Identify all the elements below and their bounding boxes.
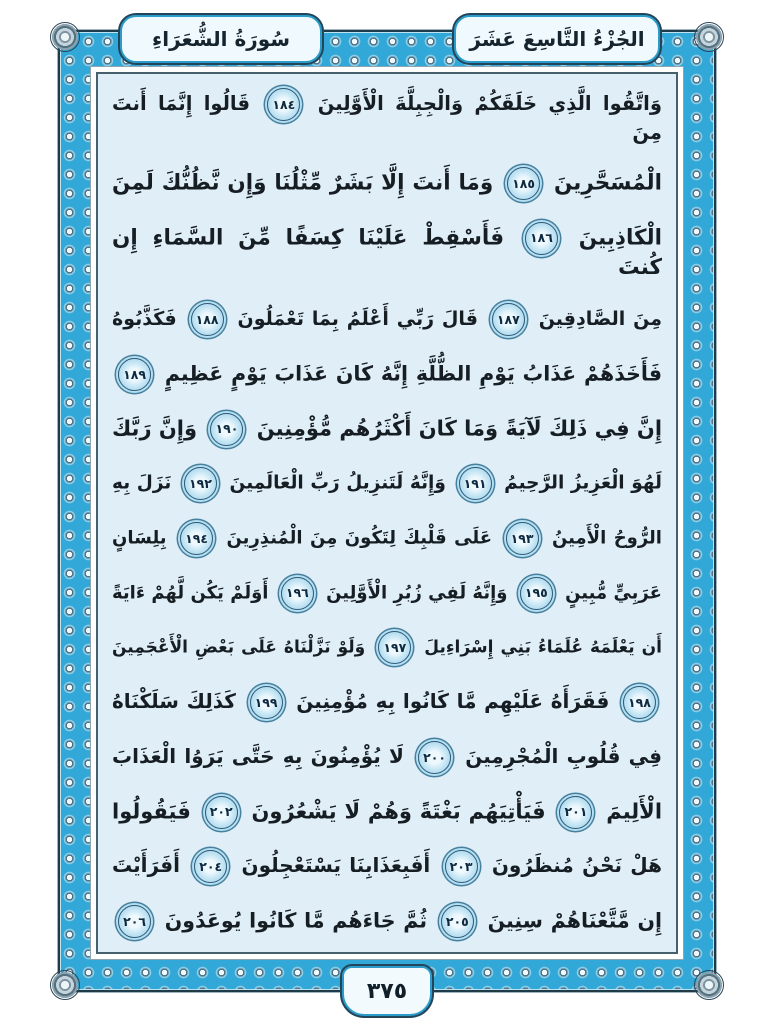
quran-text-segment: فَقَرَأَهُ عَلَيْهِم مَّا كَانُوا بِهِ مُؤْمِنِينَ bbox=[296, 689, 610, 714]
quran-text-segment: إِن مَّتَّعْنَاهُمْ سِنِينَ bbox=[487, 908, 662, 933]
quran-line bbox=[112, 850, 662, 883]
corner-rosette-icon bbox=[50, 22, 80, 52]
quran-line bbox=[112, 522, 662, 555]
surah-name-tab bbox=[120, 15, 322, 63]
quran-text-segment: وَإِنَّهُ لَتَنزِيلُ رَبِّ الْعَالَمِينَ bbox=[229, 472, 446, 494]
ayah-number-medallion: ١٨٩ bbox=[118, 358, 151, 391]
ayah-number-medallion: ١٨٧ bbox=[492, 303, 525, 336]
quran-line bbox=[112, 467, 662, 500]
quran-line bbox=[112, 686, 662, 719]
quran-text-segment: فَأَخَذَهُمْ عَذَابُ يَوْمِ الظُّلَّةِ إِنَّهُ كَانَ عَذَابَ يَوْمٍ عَظِيمٍ bbox=[164, 361, 662, 386]
quran-line bbox=[112, 905, 662, 938]
quran-text-segment: إِنَّ فِي ذَلِكَ لَآيَةً وَمَا كَانَ أَكْثَرُهُم مُّؤْمِنِينَ bbox=[256, 416, 663, 441]
quran-text-segment: فَيَأْتِيَهُم بَغْتَةً وَهُمْ لَا يَشْعُرُونَ bbox=[251, 799, 546, 823]
ayah-number-medallion: ١٨٦ bbox=[525, 222, 558, 255]
quran-text-segment: فَكَذَّبُوهُ bbox=[112, 308, 177, 331]
quran-text-segment: مِنَ الصَّادِقِينَ bbox=[538, 308, 662, 331]
quran-text-segment: فَيَقُولُوا bbox=[112, 799, 191, 823]
ayah-number-medallion: ١٨٤ bbox=[267, 88, 300, 121]
quran-line bbox=[112, 796, 662, 829]
ayah-number-medallion: ١٩٩ bbox=[250, 686, 283, 719]
quran-text-segment: لَا يُؤْمِنُونَ بِهِ حَتَّى يَرَوُا الْعَذَابَ bbox=[112, 743, 404, 768]
ayah-number-medallion: ١٩٧ bbox=[378, 631, 411, 664]
ayah-number-medallion: ١٩٣ bbox=[506, 522, 539, 555]
corner-rosette-icon bbox=[694, 22, 724, 52]
quran-text-segment: كَذَلِكَ سَلَكْنَاهُ bbox=[112, 689, 236, 714]
quran-text-segment: أَفَبِعَذَابِنَا يَسْتَعْجِلُونَ bbox=[241, 853, 431, 878]
ayah-number-medallion: ١٩٠ bbox=[210, 413, 243, 446]
quran-text-segment: عَرَبِيٍّ مُّبِينٍ bbox=[565, 582, 662, 604]
quran-text-segment: وَلَوْ نَزَّلْنَاهُ عَلَى بَعْضِ الْأَعْجَمِينَ bbox=[112, 637, 366, 658]
page-number-label: ٣٧٥ bbox=[366, 978, 408, 1004]
page-number-tab bbox=[342, 966, 432, 1016]
quran-text-segment: بِلِسَانٍ bbox=[112, 527, 167, 549]
quran-text-segment: أَفَرَأَيْتَ bbox=[112, 853, 180, 878]
ayah-number-medallion: ١٩١ bbox=[459, 467, 492, 500]
ayah-number-medallion: ١٨٨ bbox=[191, 303, 224, 336]
ayah-number-medallion: ١٩٤ bbox=[180, 522, 213, 555]
quran-text-segment: نَزَلَ بِهِ bbox=[112, 472, 172, 494]
quran-line bbox=[112, 741, 662, 774]
ayah-number-medallion: ١٩٨ bbox=[623, 686, 656, 719]
ayah-number-medallion: ٢٠٢ bbox=[205, 796, 238, 829]
quran-text-segment: أَن يَعْلَمَهُ عُلَمَاءُ بَنِي إِسْرَاءِيلَ bbox=[424, 637, 663, 658]
quran-text-segment: قَالَ رَبِّي أَعْلَمُ بِمَا تَعْمَلُونَ bbox=[237, 308, 478, 331]
surah-name-label: سُورَةُ الشُّعَرَاءِ bbox=[151, 27, 291, 51]
corner-rosette-icon bbox=[694, 970, 724, 1000]
quran-text-segment: الْمُسَحَّرِينَ bbox=[553, 170, 662, 196]
quran-line bbox=[112, 167, 662, 200]
ayah-number-medallion: ٢٠٥ bbox=[441, 905, 474, 938]
ayah-number-medallion: ٢٠٣ bbox=[445, 850, 478, 883]
quran-text-segment: وَاتَّقُوا الَّذِي خَلَقَكُمْ وَالْجِبِلَّةَ الْأَوَّلِينَ bbox=[317, 92, 662, 115]
ayah-number-medallion: ١٩٥ bbox=[520, 577, 553, 610]
ayah-number-medallion: ١٨٥ bbox=[507, 167, 540, 200]
ayah-number-medallion: ١٩٢ bbox=[184, 467, 217, 500]
quran-text-segment: ثُمَّ جَاءَهُم مَّا كَانُوا يُوعَدُونَ bbox=[164, 908, 428, 933]
quran-text-segment: الْكَاذِبِينَ bbox=[578, 225, 662, 251]
ornamental-frame bbox=[58, 27, 716, 1004]
quran-text-segment: فِي قُلُوبِ الْمُجْرِمِينَ bbox=[465, 743, 662, 768]
ayah-number-medallion: ١٩٦ bbox=[281, 577, 314, 610]
ayah-number-medallion: ٢٠٠ bbox=[418, 741, 451, 774]
quran-text-segment: وَمَا أَنتَ إِلَّا بَشَرٌ مِّثْلُنَا وَإِن نَّظُنُّكَ لَمِنَ bbox=[112, 170, 494, 196]
quran-text-segment: الرُّوحُ الْأَمِينُ bbox=[551, 527, 662, 549]
quran-line bbox=[112, 358, 662, 391]
ayah-number-medallion: ٢٠٤ bbox=[194, 850, 227, 883]
ayah-number-medallion: ٢٠١ bbox=[559, 796, 592, 829]
quran-line bbox=[112, 413, 662, 446]
quran-line bbox=[112, 577, 662, 610]
quran-text-segment: قَالُوا إِنَّمَا أَنتَ مِنَ bbox=[112, 92, 662, 144]
quran-text-segment: الْأَلِيمَ bbox=[606, 799, 663, 823]
quran-line bbox=[112, 222, 662, 282]
juz-name-tab bbox=[454, 15, 660, 63]
inner-margin bbox=[90, 66, 684, 960]
quran-line bbox=[112, 303, 662, 336]
quran-text-segment: وَإِنَّ رَبَّكَ bbox=[112, 416, 198, 441]
quran-text-segment: هَلْ نَحْنُ مُنظَرُونَ bbox=[491, 853, 663, 878]
quran-line bbox=[112, 88, 662, 145]
juz-name-label: الجُزْءُ التَّاسِعَ عَشَرَ bbox=[469, 27, 645, 51]
quran-line bbox=[112, 631, 662, 664]
quran-text-segment: وَإِنَّهُ لَفِي زُبُرِ الْأَوَّلِينَ bbox=[326, 582, 508, 604]
quran-text-panel bbox=[96, 72, 678, 954]
ayah-number-medallion: ٢٠٦ bbox=[118, 905, 151, 938]
quran-text-segment: عَلَى قَلْبِكَ لِتَكُونَ مِنَ الْمُنذِرِينَ bbox=[226, 527, 493, 549]
quran-text-segment: لَهُوَ الْعَزِيزُ الرَّحِيمُ bbox=[504, 472, 662, 494]
corner-rosette-icon bbox=[50, 970, 80, 1000]
quran-text-segment: فَأَسْقِطْ عَلَيْنَا كِسَفًا مِّنَ السَّمَاءِ إِن كُنتَ bbox=[112, 225, 662, 280]
quran-text-segment: أَوَلَمْ يَكُن لَّهُمْ ءَايَةً bbox=[112, 582, 269, 604]
